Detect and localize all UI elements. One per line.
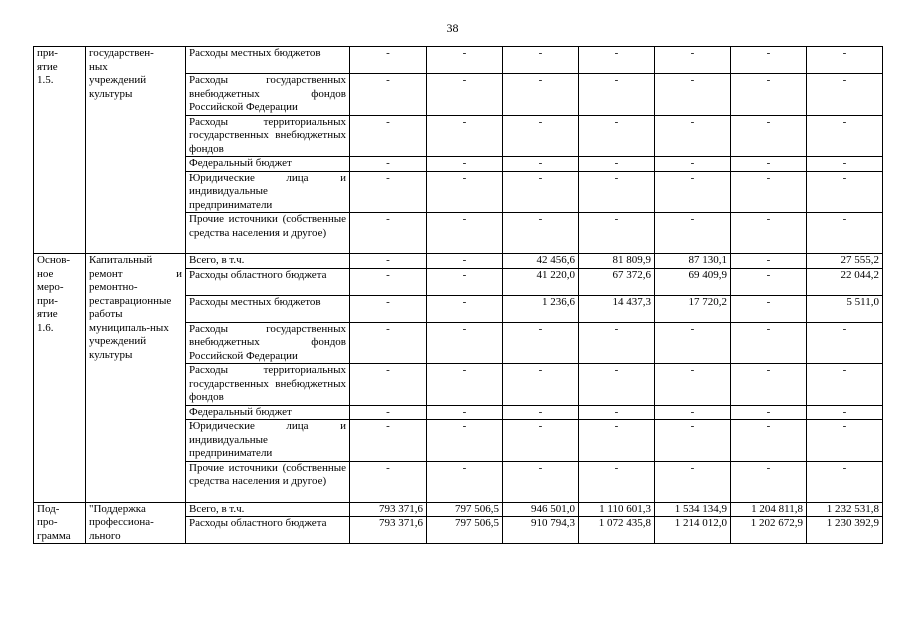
value-cell: - [579,420,655,462]
budget-table [33,46,883,544]
funding-source-cell: Юридические лица и индивидуальные предприниматели [186,420,350,462]
value-cell: - [503,405,579,420]
value-cell: 17 720,2 [655,295,731,322]
value-cell: - [731,364,807,406]
value-cell: 42 456,6 [503,254,579,269]
value-cell: - [579,322,655,364]
funding-source-cell: Расходы местных бюджетов [186,295,350,322]
value-cell: - [655,364,731,406]
value-cell: - [807,157,883,172]
value-cell: 793 371,6 [350,502,427,517]
activity-name-cell: Капитальный ремонт и ремонтно-реставрационные работы муниципаль-ных учреждений культуры [86,254,186,503]
value-cell: 69 409,9 [655,268,731,295]
value-cell: - [427,322,503,364]
value-cell: 22 044,2 [807,268,883,295]
value-cell: - [350,295,427,322]
value-cell: - [807,405,883,420]
value-cell: - [655,157,731,172]
value-cell: 797 506,5 [427,517,503,544]
activity-name-cell: "Поддержка профессиона- льного [86,502,186,544]
value-cell: 946 501,0 [503,502,579,517]
value-cell: - [503,461,579,502]
funding-source-cell: Расходы территориальных государственных внебюджетных фондов [186,364,350,406]
value-cell: - [731,157,807,172]
value-cell: - [350,47,427,74]
value-cell: - [350,268,427,295]
value-cell: - [655,461,731,502]
value-cell: - [655,115,731,157]
funding-source-cell: Всего, в т.ч. [186,502,350,517]
funding-source-cell: Федеральный бюджет [186,405,350,420]
value-cell: - [731,268,807,295]
value-cell: - [350,171,427,213]
funding-source-cell: Прочие источники (собственные средства населения и другое) [186,213,350,254]
value-cell: 793 371,6 [350,517,427,544]
value-cell: 87 130,1 [655,254,731,269]
value-cell: - [655,405,731,420]
value-cell: - [503,364,579,406]
value-cell: - [579,364,655,406]
funding-source-cell: Расходы областного бюджета [186,517,350,544]
value-cell: - [350,254,427,269]
table-row [34,502,883,517]
value-cell: - [731,213,807,254]
value-cell: - [579,157,655,172]
value-cell: - [350,157,427,172]
value-cell: - [427,461,503,502]
value-cell: 41 220,0 [503,268,579,295]
value-cell: - [579,213,655,254]
value-cell: - [655,213,731,254]
value-cell: - [731,405,807,420]
value-cell: 14 437,3 [579,295,655,322]
value-cell: 81 809,9 [579,254,655,269]
value-cell: - [503,157,579,172]
funding-source-cell: Расходы государственных внебюджетных фондов Российской Федерации [186,322,350,364]
value-cell: - [427,364,503,406]
value-cell: - [807,47,883,74]
value-cell: - [579,405,655,420]
value-cell: - [579,171,655,213]
value-cell: - [579,74,655,116]
value-cell: - [731,115,807,157]
value-cell: 1 072 435,8 [579,517,655,544]
value-cell: - [807,171,883,213]
value-cell: 1 204 811,8 [731,502,807,517]
value-cell: - [427,268,503,295]
value-cell: - [579,461,655,502]
value-cell: - [503,74,579,116]
value-cell: - [807,74,883,116]
value-cell: - [427,47,503,74]
activity-code-cell: при- ятие 1.5. [34,47,86,254]
value-cell: - [350,405,427,420]
value-cell: - [503,115,579,157]
value-cell: - [350,364,427,406]
value-cell: - [579,47,655,74]
funding-source-cell: Юридические лица и индивидуальные предприниматели [186,171,350,213]
value-cell: - [807,115,883,157]
value-cell: - [427,74,503,116]
funding-source-cell: Расходы государственных внебюджетных фондов Российской Федерации [186,74,350,116]
value-cell: - [731,322,807,364]
value-cell: - [731,74,807,116]
value-cell: - [655,322,731,364]
value-cell: 67 372,6 [579,268,655,295]
activity-code-cell: Основ- ное меро- при- ятие 1.6. [34,254,86,503]
table-row [34,47,883,74]
value-cell: 797 506,5 [427,502,503,517]
value-cell: - [503,213,579,254]
value-cell: - [655,420,731,462]
value-cell: - [807,461,883,502]
table-row [34,254,883,269]
value-cell: - [427,254,503,269]
value-cell: - [427,157,503,172]
value-cell: - [350,461,427,502]
value-cell: 910 794,3 [503,517,579,544]
value-cell: 1 214 012,0 [655,517,731,544]
funding-source-cell: Прочие источники (собственные средства населения и другое) [186,461,350,502]
value-cell: - [503,171,579,213]
value-cell: 27 555,2 [807,254,883,269]
value-cell: - [655,74,731,116]
value-cell: - [655,47,731,74]
value-cell: - [350,115,427,157]
value-cell: - [427,115,503,157]
value-cell: - [807,213,883,254]
value-cell: 1 236,6 [503,295,579,322]
value-cell: - [731,47,807,74]
value-cell: - [503,47,579,74]
value-cell: - [427,213,503,254]
value-cell: - [350,322,427,364]
value-cell: - [731,295,807,322]
value-cell: - [350,213,427,254]
value-cell: - [807,364,883,406]
value-cell: 1 110 601,3 [579,502,655,517]
value-cell: - [427,295,503,322]
value-cell: - [427,420,503,462]
funding-source-cell: Всего, в т.ч. [186,254,350,269]
value-cell: 1 232 531,8 [807,502,883,517]
value-cell: - [503,420,579,462]
value-cell: - [731,461,807,502]
activity-name-cell: государствен- ных учреждений культуры [86,47,186,254]
value-cell: - [807,420,883,462]
funding-source-cell: Расходы областного бюджета [186,268,350,295]
funding-source-cell: Расходы территориальных государственных внебюджетных фондов [186,115,350,157]
value-cell: - [731,254,807,269]
value-cell: - [427,171,503,213]
funding-source-cell: Федеральный бюджет [186,157,350,172]
funding-source-cell: Расходы местных бюджетов [186,47,350,74]
value-cell: - [350,420,427,462]
value-cell: - [655,171,731,213]
value-cell: 1 230 392,9 [807,517,883,544]
value-cell: - [579,115,655,157]
value-cell: - [807,322,883,364]
value-cell: - [350,74,427,116]
value-cell: - [731,171,807,213]
value-cell: - [731,420,807,462]
value-cell: 5 511,0 [807,295,883,322]
activity-code-cell: Под- про- грамма [34,502,86,544]
value-cell: - [503,322,579,364]
value-cell: 1 202 672,9 [731,517,807,544]
value-cell: 1 534 134,9 [655,502,731,517]
value-cell: - [427,405,503,420]
page-number: 38 [446,21,459,35]
